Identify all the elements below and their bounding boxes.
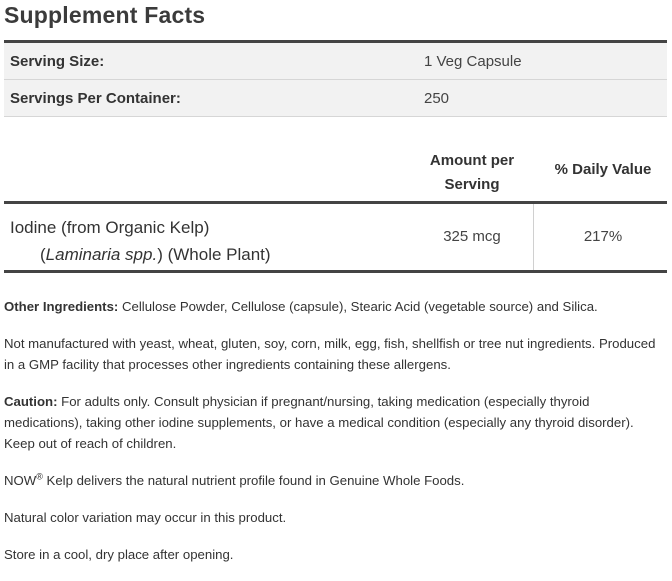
caution-note	[4, 391, 666, 454]
nutrient-table-header	[4, 140, 667, 198]
nutrient-source-close: ) (Whole Plant)	[157, 245, 271, 264]
brand-note-text: Kelp delivers the natural nutrient profile found in Genuine Whole Foods.	[42, 473, 465, 488]
daily-value-header: % Daily Value	[554, 161, 652, 178]
nutrient-daily-value: 217%	[583, 228, 623, 245]
amount-header-line1: Amount per	[429, 152, 515, 169]
label-notes	[4, 296, 666, 581]
registered-mark: ®	[36, 471, 43, 482]
other-ingredients-text: Cellulose Powder, Cellulose (capsule), Stearic Acid (vegetable source) and Silica.	[118, 299, 598, 314]
servings-per-container-row	[4, 80, 667, 117]
other-ingredients	[4, 296, 666, 317]
column-divider	[533, 204, 534, 270]
nutrient-amount: 325 mcg	[443, 228, 501, 245]
nutrient-row	[4, 201, 667, 273]
serving-size-value: 1 Veg Capsule	[424, 52, 522, 70]
amount-per-serving-header	[412, 149, 532, 197]
other-ingredients-label: Other Ingredients:	[4, 299, 119, 314]
storage-note: Store in a cool, dry place after opening.	[4, 547, 234, 562]
nutrient-source-latin: Laminaria spp.	[45, 245, 158, 264]
nutrient-name	[10, 214, 271, 268]
serving-info-table	[4, 40, 667, 117]
page-title: Supplement Facts	[4, 2, 206, 28]
caution-text: For adults only. Consult physician if pregnant/nursing, taking medication (especially thyroid medications), taking other iodine supplements, or have a medical condition (especially any thyroid disorder). Keep out of reach of children.	[4, 394, 634, 451]
allergen-note: Not manufactured with yeast, wheat, gluten, soy, corn, milk, egg, fish, shellfish or tree nut ingredients. Produced in a GMP facility that processes other ingredients containing these allergens.	[4, 336, 656, 372]
color-variation-note: Natural color variation may occur in this product.	[4, 510, 287, 525]
nutrient-name-main: Iodine (from Organic Kelp)	[10, 218, 210, 237]
brand-note	[4, 470, 666, 491]
serving-size-label: Serving Size:	[10, 52, 105, 70]
brand-name: NOW	[4, 473, 37, 488]
nutrient-source	[10, 241, 271, 268]
nutrient-source-open: (	[40, 245, 46, 264]
servings-per-container-value: 250	[424, 89, 450, 107]
serving-size-row	[4, 43, 667, 80]
caution-label: Caution:	[4, 394, 58, 409]
amount-header-line2: Serving	[444, 176, 500, 193]
servings-per-container-label: Servings Per Container:	[10, 89, 181, 107]
